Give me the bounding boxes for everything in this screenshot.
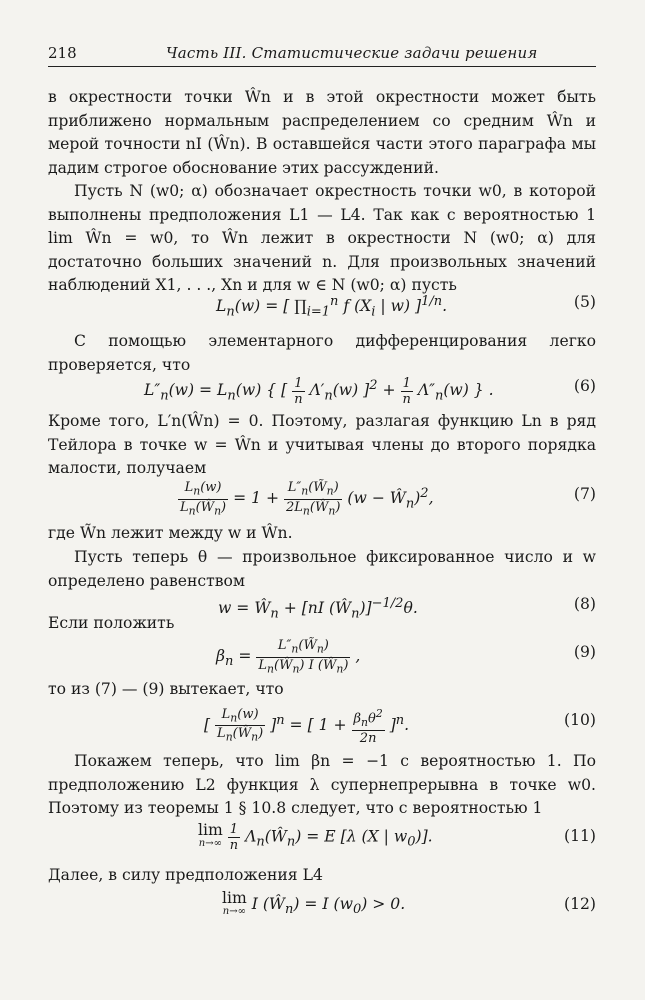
running-header: [48, 44, 596, 67]
paragraph-5: где W̃n лежит между w и Ŵn.: [48, 524, 293, 542]
paragraph-3: С помощью элементарного дифференцирования легко проверяется, что: [48, 332, 596, 374]
paragraph-6: Пусть теперь θ — произвольное фиксированное число и w определено равенством: [48, 548, 596, 590]
equation-11-formula: lim n→∞ $\frac{1}{n}$ $\Lambda_n(Ŵ_n) = E$ [λ (X | $w_0$)].: [198, 821, 433, 853]
equation-8-number: (8): [573, 595, 596, 613]
paragraph-1: в окрестности точки Ŵn и в этой окрестности может быть приближено нормальным распределением со средним Ŵn и мерой точности nI (Ŵn). В оставшейся части этого параграфа мы дадим строгое обоснование этих рассуждений.: [48, 88, 596, 177]
equation-10-number: (10): [563, 711, 596, 729]
equation-10-formula: [ $\frac{L_n(w)}{L_n(Ŵ_n)}$ ]$^n$ = [ 1 + $\frac{\beta_n\theta^2}{2n}$ ]$^n$.: [204, 706, 410, 746]
equation-9: [48, 638, 596, 676]
paragraph-2: Пусть N (w0; α) обозначает окрестность точки w0, в которой выполнены предположения L1 — L4. Так как с вероятностью 1 lim Ŵn = w0, то Ŵn лежит в окрестности N (w0; α) для достаточно больших значений n. Для произвольных значений наблюдений X1, . . ., Xn и для w ∈ N (w0; α) пусть: [48, 182, 596, 295]
equation-11-number: (11): [563, 827, 596, 845]
paragraph-4: Кроме того, L′n(Ŵn) = 0. Поэтому, разлагая функцию Ln в ряд Тейлора в точке w = Ŵn и учитывая члены до второго порядка малости, получаем: [48, 412, 596, 478]
equation-6: [48, 372, 596, 406]
equation-9-number: (9): [573, 643, 596, 661]
equation-9-formula: $\beta_n$ = $\frac{L''_n(W̃_n)}{L_n(Ŵ_n) I (Ŵ_n)}$ ,: [216, 638, 361, 676]
equation-5: [48, 288, 596, 322]
equation-6-formula: $L''_n(w) = L_n(w)$ { [ $\frac{1}{n}$ $\Lambda'_n(w) ]^2$ + $\frac{1}{n}$ $\Lambda''_n(w)$ } .: [144, 375, 494, 407]
equation-5-formula: $L_n(w)$ = [ $\prod_{i=1}^n$ f ($X_i$ | w) ]$^{1/n}$.: [216, 294, 448, 320]
paragraph-9: Покажем теперь, что lim βn = −1 с вероятностью 1. По предположению L2 функция λ супернепрерывна в точке w0. Поэтому из теоремы 1 § 10.8 следует, что с вероятностью 1: [48, 752, 596, 818]
equation-10: [48, 706, 596, 746]
running-title: Часть III. Статистические задачи решения: [166, 44, 538, 62]
equation-7: [48, 480, 596, 518]
equation-12-formula: lim n→∞ I $(Ŵ_n) = I$ $(w_0) > 0$.: [222, 889, 406, 918]
page-number: 218: [48, 44, 77, 62]
equation-6-number: (6): [573, 377, 596, 395]
equation-8-formula: $w = Ŵ_n + [nI$ $(Ŵ_n)]^{-1/2}\theta$.: [218, 596, 418, 622]
equation-5-number: (5): [573, 293, 596, 311]
equation-12-number: (12): [563, 895, 596, 913]
equation-7-number: (7): [573, 485, 596, 503]
paragraph-8: то из (7) — (9) вытекает, что: [48, 680, 284, 698]
paragraph-7: Если положить: [48, 614, 175, 632]
equation-11: [48, 822, 596, 856]
paragraph-10: Далее, в силу предположения L4: [48, 866, 323, 884]
equation-12: [48, 890, 596, 924]
equation-7-formula: $\frac{L_n(w)}{L_n(Ŵ_n)}$ = 1 + $\frac{L''_n(W̃_n)}{2L_n(Ŵ_n)}$ $(w - Ŵ_n)^2$,: [180, 480, 434, 518]
